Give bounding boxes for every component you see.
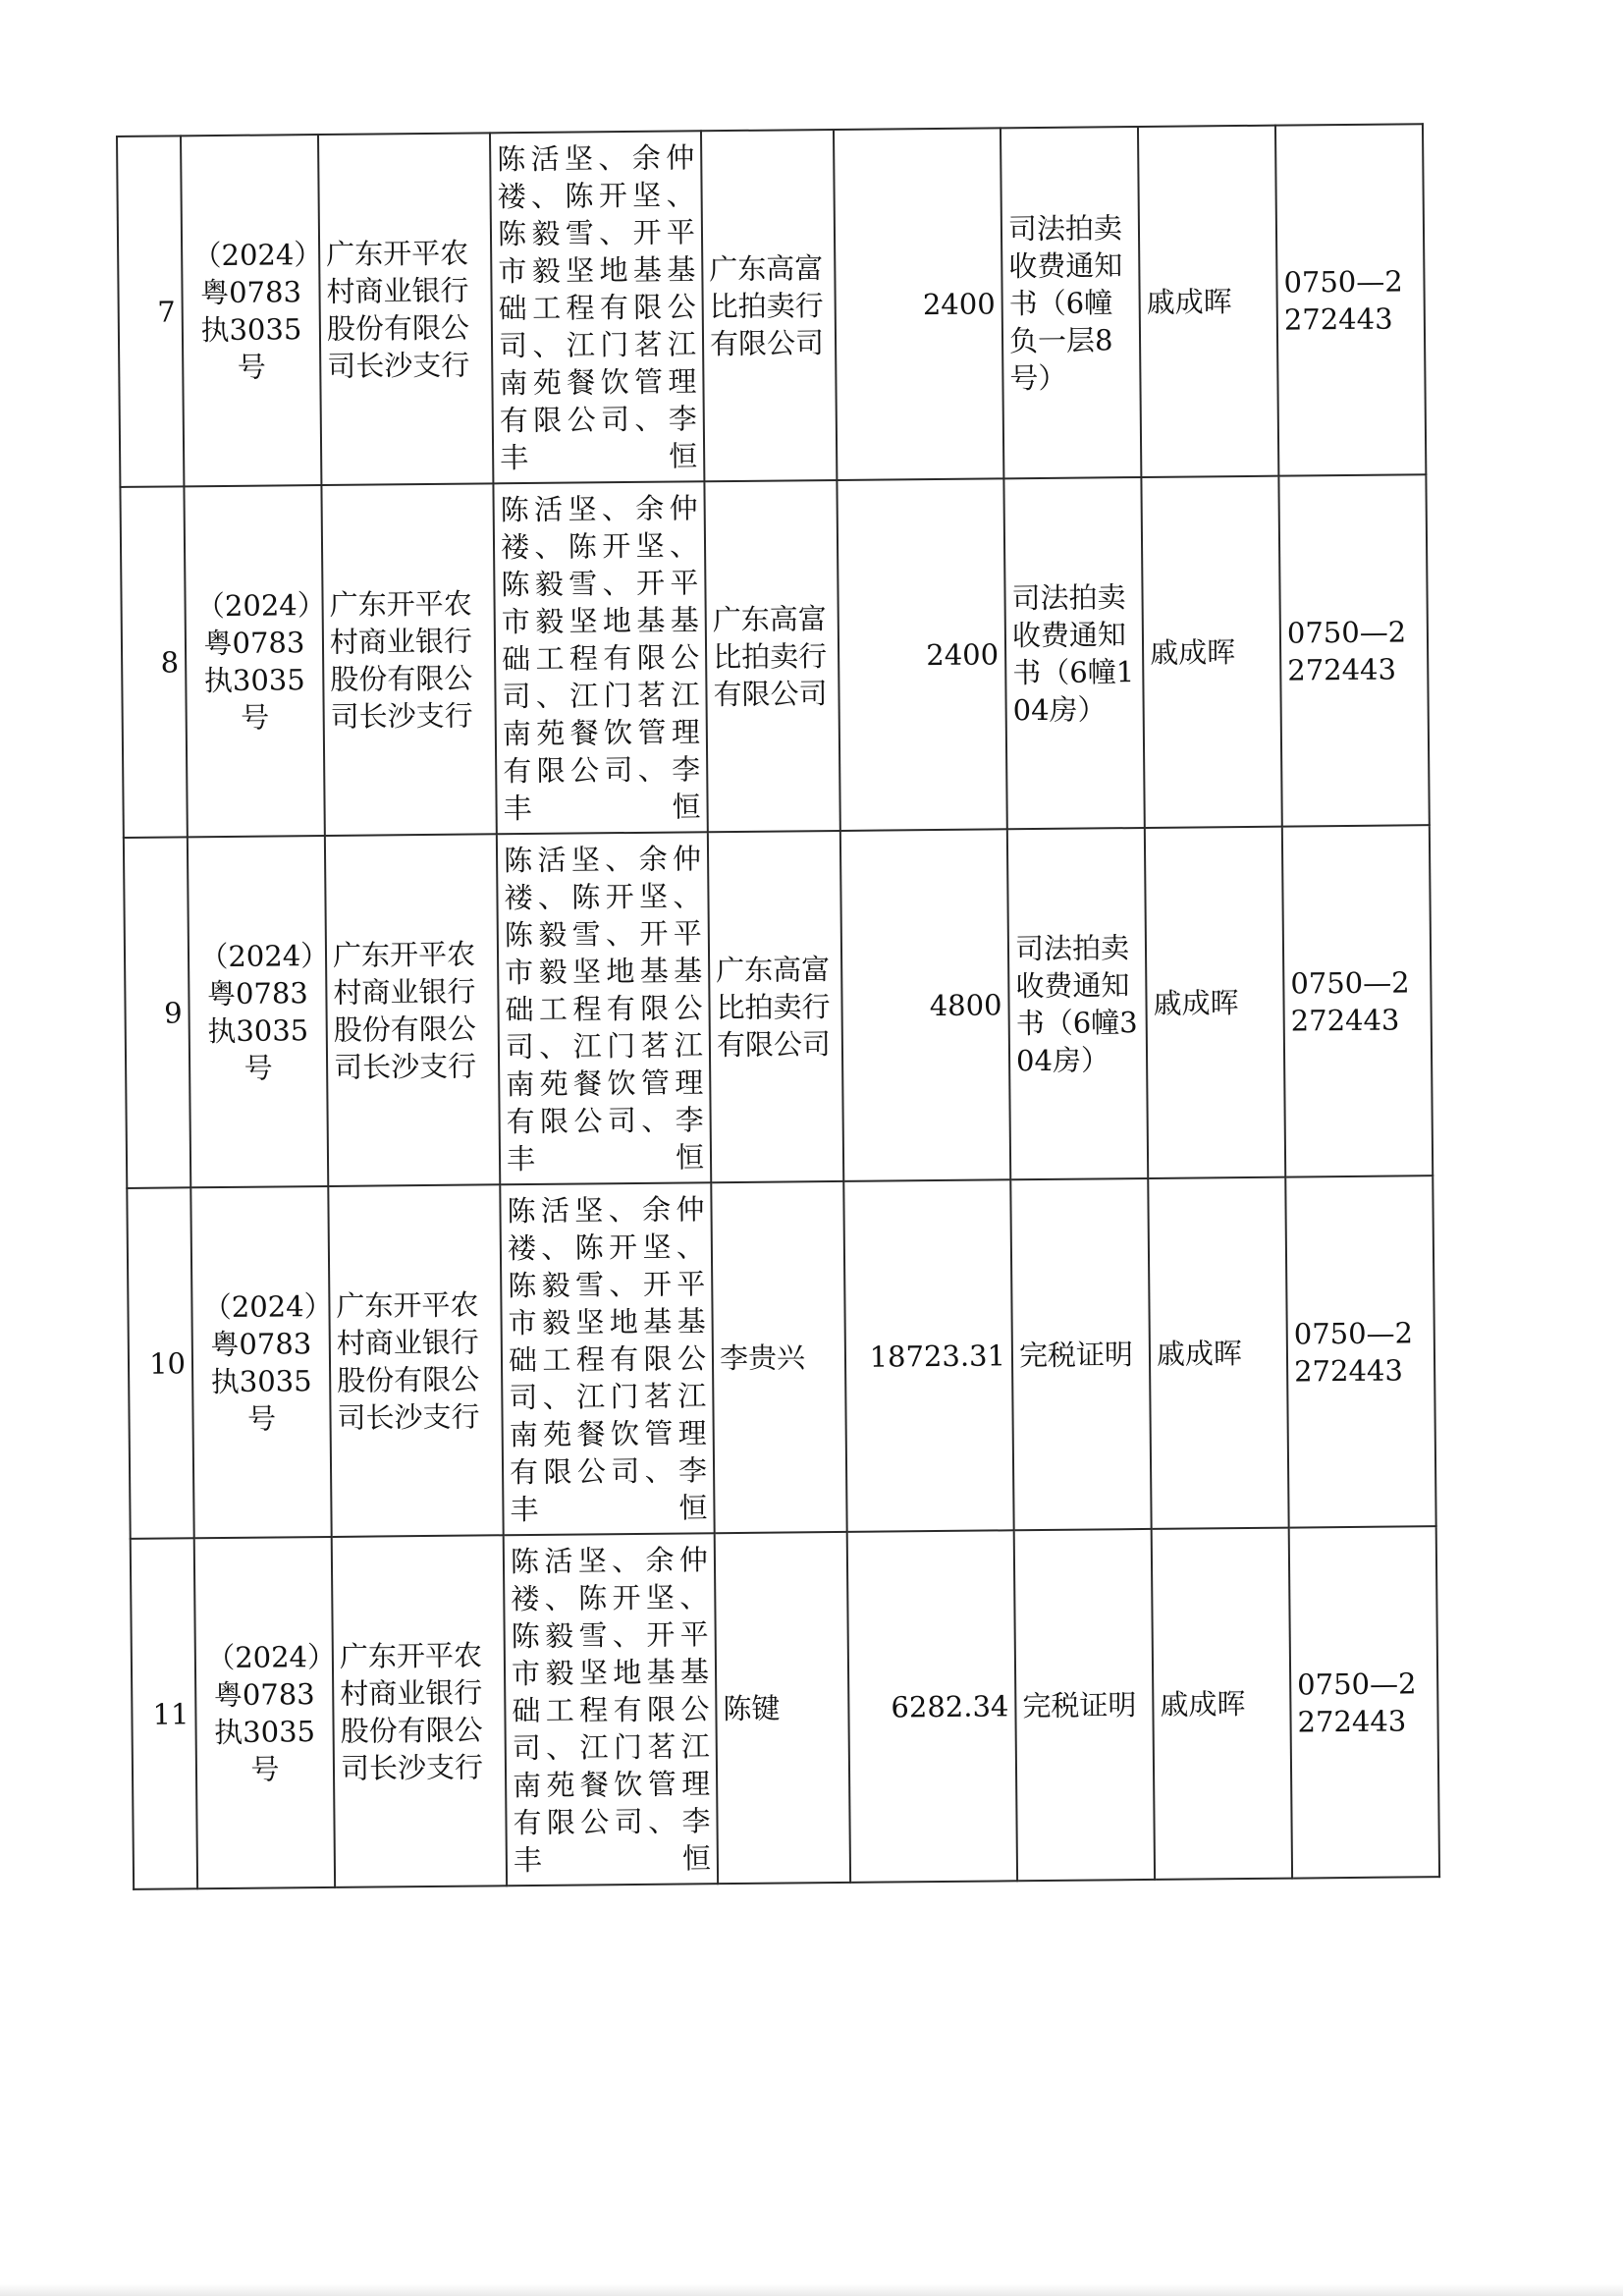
case-number-cell: （2024）粤0783执3035号: [181, 135, 321, 486]
document-cell: 司法拍卖收费通知书（6幢104房）: [1003, 477, 1144, 829]
applicant-cell: 广东开平农村商业银行股份有限公司长沙支行: [321, 483, 496, 836]
table-body: [117, 124, 1439, 1889]
payee-cell: 广东高富比拍卖行有限公司: [708, 831, 843, 1182]
applicant-cell: 广东开平农村商业银行股份有限公司长沙支行: [328, 1184, 503, 1537]
table-row: [117, 124, 1426, 487]
table-row: [127, 1175, 1435, 1539]
case-number-cell: （2024）粤0783执3035号: [188, 836, 328, 1187]
document-cell: 完税证明: [1010, 1178, 1151, 1530]
handler-cell: 戚成晖: [1138, 126, 1278, 477]
phone-cell: 0750—2272443: [1282, 825, 1433, 1176]
applicant-cell: 广东开平农村商业银行股份有限公司长沙支行: [332, 1535, 507, 1887]
row-number-cell: 8: [120, 486, 187, 838]
handler-cell: 戚成晖: [1141, 476, 1281, 828]
amount-cell: 6282.34: [847, 1530, 1017, 1883]
respondents-cell: 陈活坚、余仲褛、陈开坚、陈毅雪、开平市毅坚地基基础工程有限公司、江门茗江南苑餐饮管理有限公司、李丰恒: [497, 832, 711, 1184]
case-number-cell: （2024）粤0783执3035号: [184, 485, 324, 837]
row-number-cell: 10: [127, 1187, 193, 1539]
phone-cell: 0750—2272443: [1289, 1526, 1439, 1878]
amount-cell: 18723.31: [843, 1179, 1013, 1532]
phone-cell: 0750—2272443: [1278, 474, 1429, 826]
row-number-cell: 9: [124, 837, 190, 1188]
respondents-cell: 陈活坚、余仲褛、陈开坚、陈毅雪、开平市毅坚地基基础工程有限公司、江门茗江南苑餐饮管理有限公司、李丰恒: [490, 131, 704, 483]
document-cell: 司法拍卖收费通知书（6幢负一层8号）: [1001, 127, 1141, 478]
handler-cell: 戚成晖: [1152, 1528, 1292, 1880]
table-row: [124, 825, 1433, 1188]
payee-cell: 广东高富比拍卖行有限公司: [704, 480, 839, 832]
document-cell: 完税证明: [1014, 1529, 1155, 1881]
payee-cell: 李贵兴: [711, 1181, 846, 1533]
table-row: [131, 1526, 1439, 1889]
row-number-cell: 11: [131, 1538, 197, 1889]
respondents-cell: 陈活坚、余仲褛、陈开坚、陈毅雪、开平市毅坚地基基础工程有限公司、江门茗江南苑餐饮管理有限公司、李丰恒: [504, 1533, 718, 1886]
case-number-cell: （2024）粤0783执3035号: [190, 1186, 331, 1538]
amount-cell: 2400: [837, 478, 1006, 831]
table-row: [120, 474, 1429, 838]
amount-cell: 4800: [840, 829, 1010, 1181]
payee-cell: 陈键: [715, 1532, 850, 1884]
handler-cell: 戚成晖: [1148, 1177, 1288, 1529]
respondents-cell: 陈活坚、余仲褛、陈开坚、陈毅雪、开平市毅坚地基基础工程有限公司、江门茗江南苑餐饮管理有限公司、李丰恒: [493, 481, 707, 834]
phone-cell: 0750—2272443: [1285, 1175, 1435, 1527]
case-number-cell: （2024）粤0783执3035号: [194, 1537, 335, 1888]
applicant-cell: 广东开平农村商业银行股份有限公司长沙支行: [318, 133, 493, 485]
phone-cell: 0750—2272443: [1275, 124, 1426, 475]
amount-cell: 2400: [834, 128, 1003, 480]
payee-cell: 广东高富比拍卖行有限公司: [701, 130, 837, 481]
document-cell: 司法拍卖收费通知书（6幢304房）: [1007, 828, 1148, 1179]
scan-bottom-edge: [0, 2284, 1623, 2296]
respondents-cell: 陈活坚、余仲褛、陈开坚、陈毅雪、开平市毅坚地基基础工程有限公司、江门茗江南苑餐饮管理有限公司、李丰恒: [500, 1182, 714, 1535]
row-number-cell: 7: [117, 136, 184, 487]
payment-table: [116, 123, 1440, 1890]
handler-cell: 戚成晖: [1145, 827, 1285, 1178]
applicant-cell: 广东开平农村商业银行股份有限公司长沙支行: [325, 834, 500, 1186]
